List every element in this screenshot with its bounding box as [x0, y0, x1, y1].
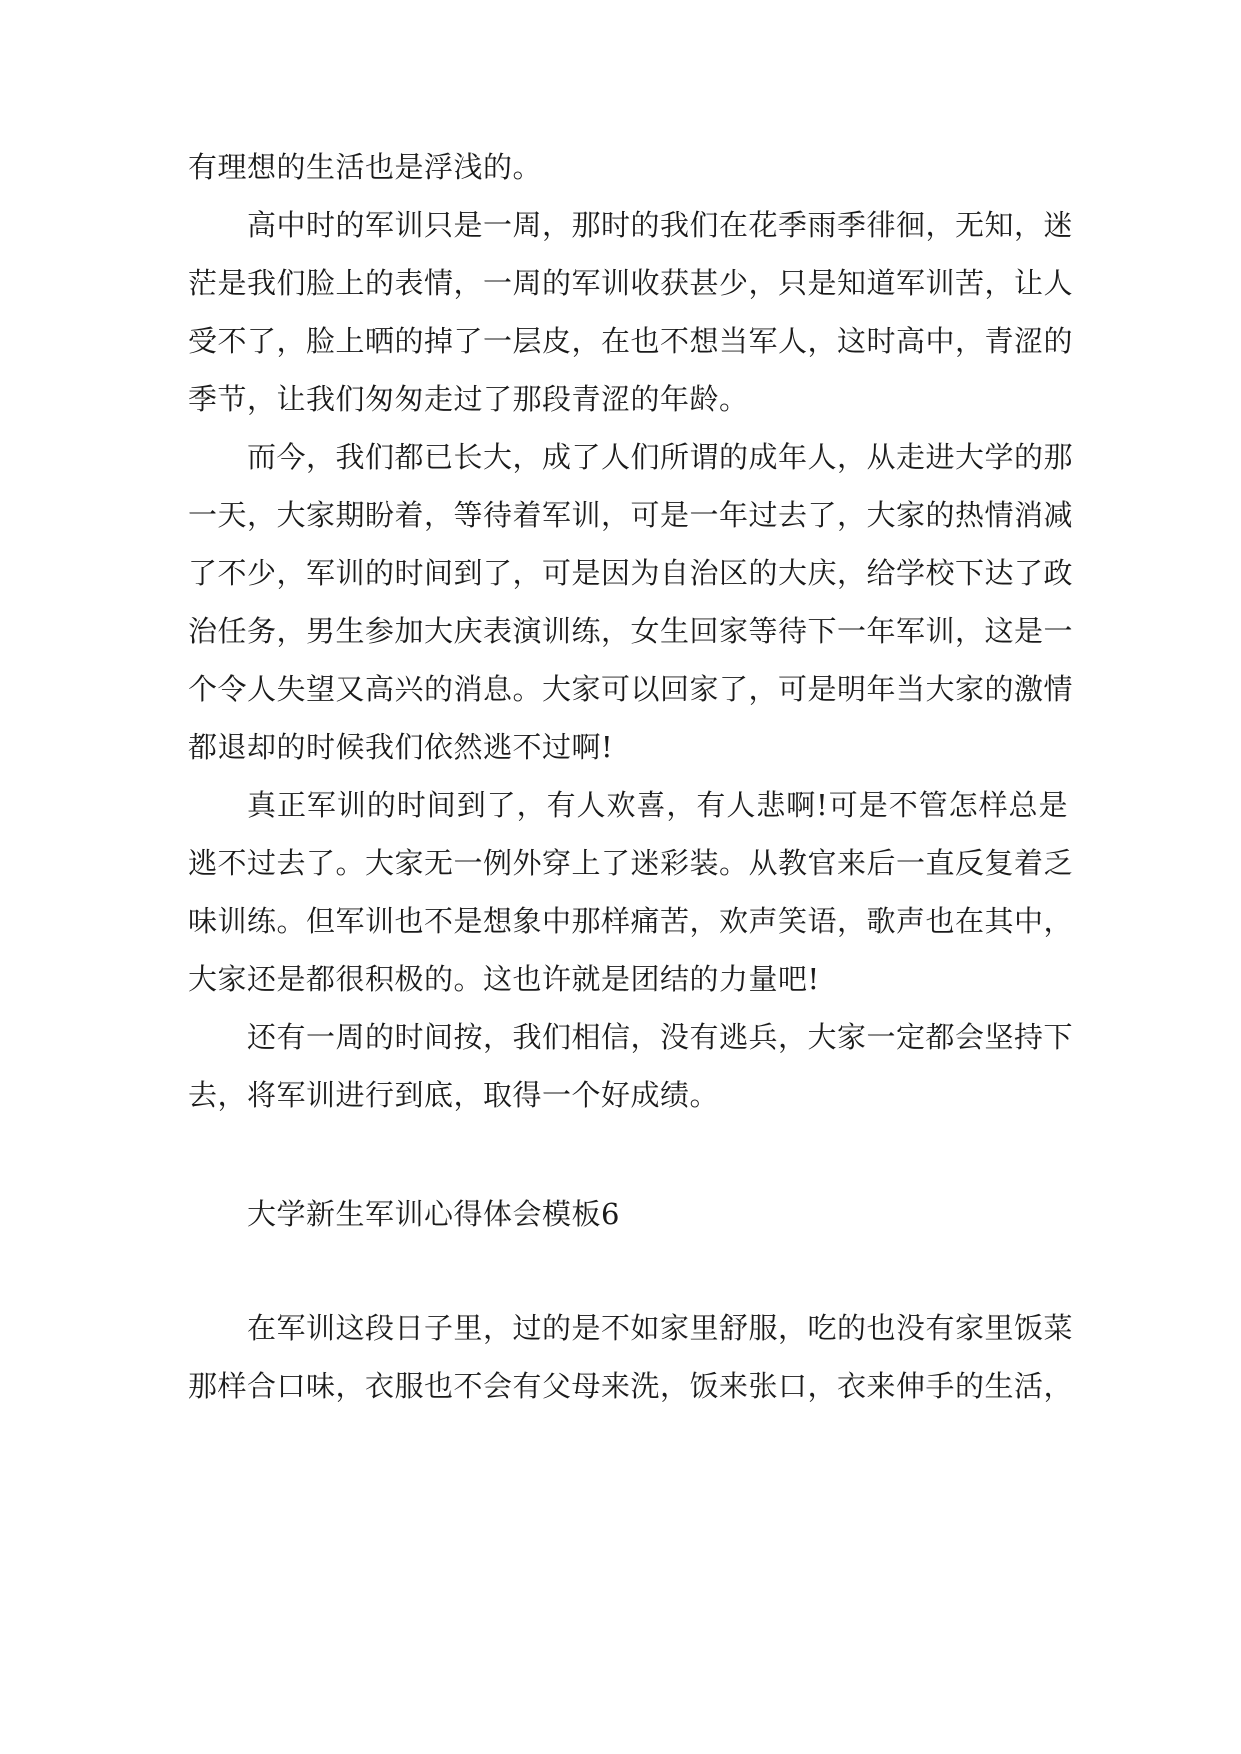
paragraph-line: 逃不过去了。大家无一例外穿上了迷彩装。从教官来后一直反复着乏 — [188, 846, 1074, 880]
paragraph-line: 了不少，军训的时间到了，可是因为自治区的大庆，给学校下达了政 — [188, 556, 1074, 590]
paragraph-line: 个令人失望又高兴的消息。大家可以回家了，可是明年当大家的激情 — [188, 672, 1074, 706]
paragraph-line: 味训练。但军训也不是想象中那样痛苦，欢声笑语，歌声也在其中， — [188, 904, 1074, 938]
paragraph-line: 季节，让我们匆匆走过了那段青涩的年龄。 — [188, 382, 749, 416]
paragraph-line: 高中时的军训只是一周，那时的我们在花季雨季徘徊，无知，迷 — [247, 208, 1074, 242]
paragraph-line: 茫是我们脸上的表情，一周的军训收获甚少，只是知道军训苦，让人 — [188, 266, 1074, 300]
paragraph-line: 治任务，男生参加大庆表演训练，女生回家等待下一年军训，这是一 — [188, 614, 1074, 648]
paragraph-line: 去，将军训进行到底，取得一个好成绩。 — [188, 1078, 720, 1112]
paragraph-line: 那样合口味，衣服也不会有父母来洗，饭来张口，衣来伸手的生活， — [188, 1369, 1074, 1403]
paragraph-line: 而今，我们都已长大，成了人们所谓的成年人，从走进大学的那 — [247, 440, 1074, 474]
section-heading: 大学新生军训心得体会模板6 — [247, 1197, 620, 1231]
paragraph-line: 有理想的生活也是浮浅的。 — [188, 150, 543, 184]
paragraph-line: 在军训这段日子里，过的是不如家里舒服，吃的也没有家里饭菜 — [247, 1311, 1074, 1345]
paragraph-line: 一天，大家期盼着，等待着军训，可是一年过去了，大家的热情消减 — [188, 498, 1074, 532]
paragraph-line: 真正军训的时间到了，有人欢喜，有人悲啊!可是不管怎样总是 — [247, 788, 1068, 822]
paragraph-line: 受不了，脸上晒的掉了一层皮，在也不想当军人，这时高中，青涩的 — [188, 324, 1074, 358]
paragraph-line: 大家还是都很积极的。这也许就是团结的力量吧! — [188, 962, 820, 996]
paragraph-line: 都退却的时候我们依然逃不过啊! — [188, 730, 614, 764]
paragraph-line: 还有一周的时间按，我们相信，没有逃兵，大家一定都会坚持下 — [247, 1020, 1074, 1054]
